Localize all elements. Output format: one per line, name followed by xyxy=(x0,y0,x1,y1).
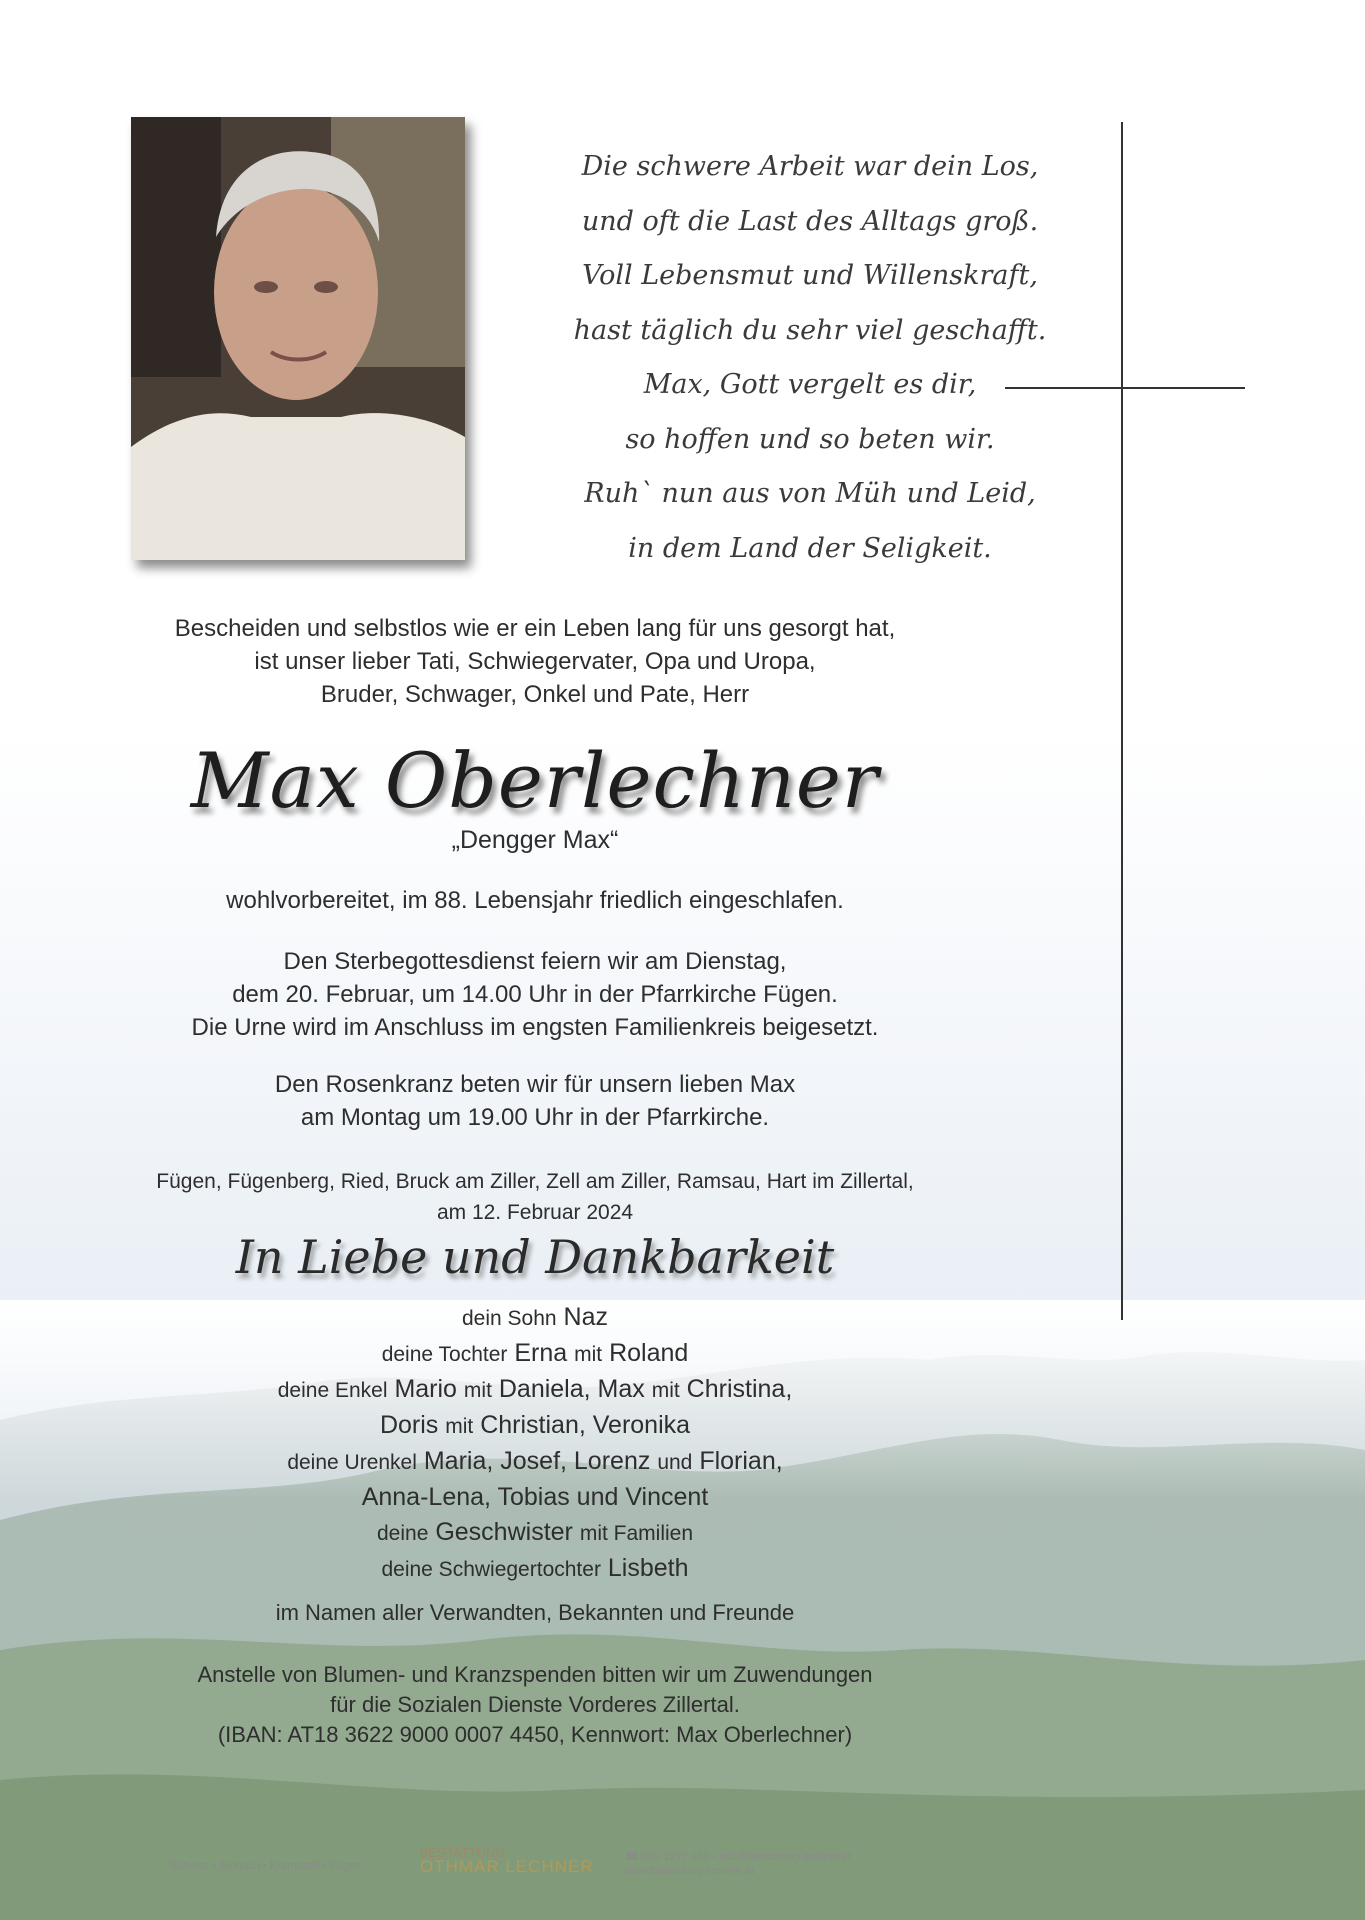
date-line: am 12. Februar 2024 xyxy=(436,1201,634,1224)
footer-contact xyxy=(625,1850,851,1878)
family-line: Doris mit Christian, Veronika xyxy=(379,1411,691,1439)
poem-line: Max, Gott vergelt es dir, xyxy=(643,369,977,400)
deceased-name: Max Oberlechner xyxy=(190,736,880,825)
brand-small: BESTATTUNG xyxy=(420,1845,506,1860)
service-line: Den Sterbegottesdienst feiern wir am Dienstag, xyxy=(283,948,787,975)
poem-line: Voll Lebensmut und Willenskraft, xyxy=(582,260,1038,291)
funeral-service xyxy=(110,945,960,1044)
donation-line: (IBAN: AT18 3622 9000 0007 4450, Kennwort: Max Oberlechner) xyxy=(217,1722,853,1747)
service-line: Die Urne wird im Anschluss im engsten Familienkreis beigesetzt. xyxy=(191,1014,879,1041)
brand-name: OTHMAR LECHNER xyxy=(420,1857,594,1876)
nickname: „Dengger Max“ xyxy=(451,826,619,854)
family-line: deine Tochter Erna mit Roland xyxy=(381,1339,689,1367)
cross-icon xyxy=(1121,122,1123,1320)
intro-line: Bruder, Schwager, Onkel und Pate, Herr xyxy=(320,681,750,708)
service-line: dem 20. Februar, um 14.00 Uhr in der Pfarrkirche Fügen. xyxy=(232,981,838,1008)
rosary-line: am Montag um 19.00 Uhr in der Pfarrkirche. xyxy=(300,1104,770,1131)
family-line: deine Schwiegertochter Lisbeth xyxy=(381,1554,689,1582)
poem-line: so hoffen und so beten wir. xyxy=(625,423,995,455)
rosary-line: Den Rosenkranz beten wir für unsern lieben Max xyxy=(274,1071,796,1098)
family-list xyxy=(110,1300,960,1587)
donation-note xyxy=(110,1660,960,1750)
donation-line: für die Sozialen Dienste Vorderes Zillertal. xyxy=(330,1692,740,1717)
place-date xyxy=(110,1166,960,1228)
donation-line: Anstelle von Blumen- und Kranzspenden bitten wir um Zuwendungen xyxy=(197,1662,873,1687)
contact-phone-email: ☎ 050 1717 140 • info@bestattung-lechner.at xyxy=(625,1851,851,1863)
poem-line: in dem Land der Seligkeit. xyxy=(628,532,992,564)
intro-text xyxy=(110,612,960,711)
poem-line: hast täglich du sehr viel geschafft. xyxy=(573,314,1047,346)
family-line: dein Sohn Naz xyxy=(461,1303,608,1331)
cross-bar xyxy=(1005,387,1245,389)
footer-towns: Schwaz • Jenbach • Kramsach • Fügen xyxy=(170,1860,361,1872)
place-line: Fügen, Fügenberg, Ried, Bruck am Ziller, Zell am Ziller, Ramsau, Hart im Zillertal, xyxy=(156,1170,914,1193)
intro-line: Bescheiden und selbstlos wie er ein Leben lang für uns gesorgt hat, xyxy=(174,615,896,642)
death-note: wohlvorbereitet, im 88. Lebensjahr friedlich eingeschlafen. xyxy=(226,887,844,914)
rosary-info xyxy=(110,1068,960,1134)
funeral-home-logo xyxy=(420,1846,594,1874)
poem xyxy=(500,140,1120,576)
poem-line: Die schwere Arbeit war dein Los, xyxy=(581,151,1039,182)
thanks-heading: In Liebe und Dankbarkeit xyxy=(235,1230,835,1284)
names-note: im Namen aller Verwandten, Bekannten und Freunde xyxy=(275,1600,795,1625)
intro-line: ist unser lieber Tati, Schwiegervater, Opa und Uropa, xyxy=(254,648,816,675)
poem-line: Ruh` nun aus von Müh und Leid, xyxy=(584,478,1036,509)
footer xyxy=(170,1846,890,1886)
family-line: deine Enkel Mario mit Daniela, Max mit Christina, xyxy=(277,1375,793,1403)
family-line: deine Urenkel Maria, Josef, Lorenz und Florian, xyxy=(287,1447,783,1475)
portrait-photo xyxy=(131,117,465,560)
contact-website: www.bestattung-lechner.at xyxy=(625,1865,755,1877)
poem-line: und oft die Last des Alltags groß. xyxy=(581,205,1039,237)
family-line: Anna-Lena, Tobias und Vincent xyxy=(361,1483,709,1511)
family-line: deine Geschwister mit Familien xyxy=(376,1518,694,1546)
